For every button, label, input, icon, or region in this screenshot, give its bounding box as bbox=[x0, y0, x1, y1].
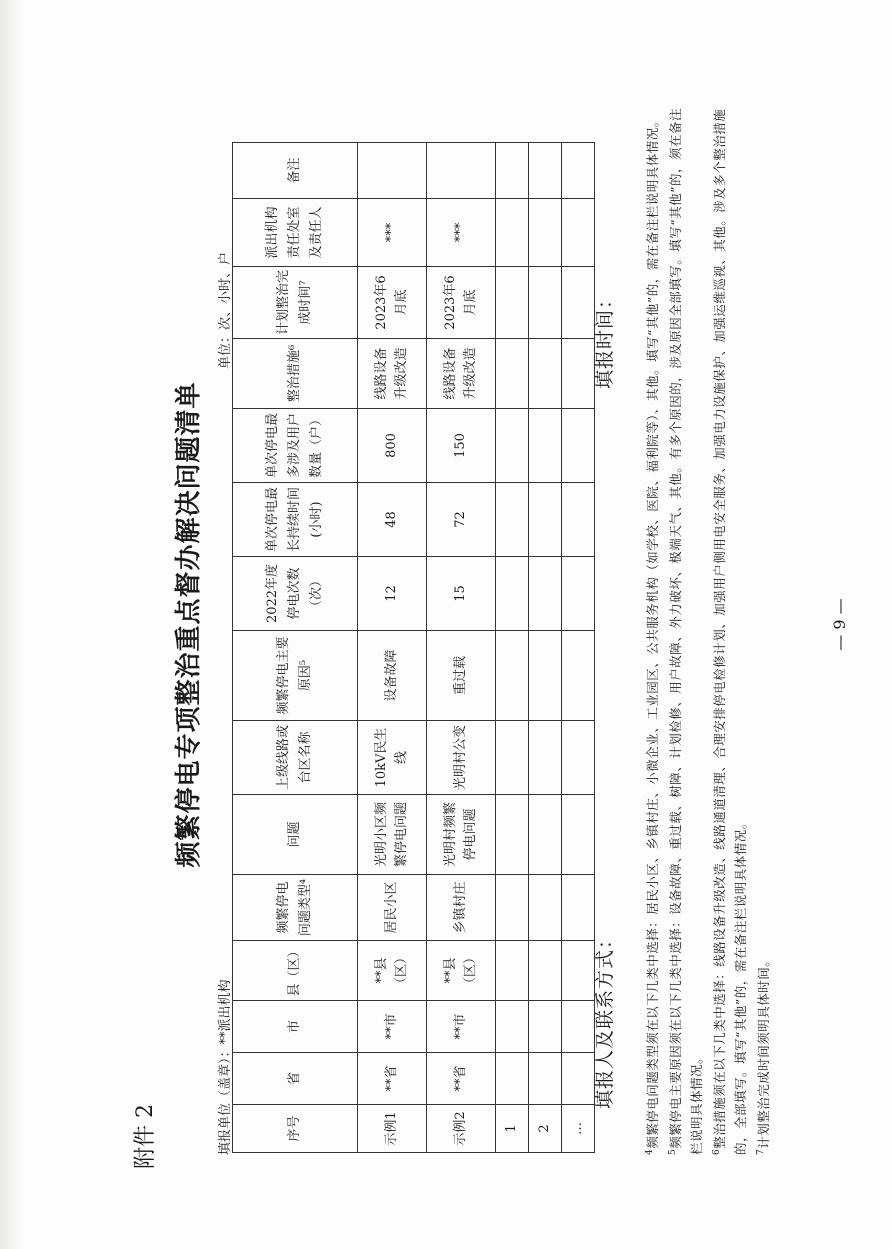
table-cell: *** bbox=[358, 199, 427, 267]
table-cell bbox=[496, 941, 529, 1001]
table-cell bbox=[496, 721, 529, 795]
table-cell bbox=[496, 1053, 529, 1105]
table-cell bbox=[529, 1053, 562, 1105]
table-cell: 15 bbox=[427, 557, 496, 631]
table-cell: 72 bbox=[427, 483, 496, 557]
table-cell: **市 bbox=[358, 1001, 427, 1053]
footnote-number: 7 bbox=[756, 1148, 767, 1155]
page-number: — 9 — bbox=[830, 598, 849, 651]
footnote-text: 整治措施须在以下几类中选择：线路设备升级改造、线路通道清理、合理安排停电检修计划、加强用户侧用电安全服务、加强电力设施保护、加强运维巡视、其他。涉及多个整治措施的，全部填写。填写“其他”的，需在备注栏说明具体情况。 bbox=[712, 108, 749, 1155]
footnote-number: 5 bbox=[668, 1148, 679, 1155]
reporting-unit-label: 填报单位（盖章）：**派出机构 bbox=[218, 979, 233, 1155]
table-cell: **省 bbox=[427, 1053, 496, 1105]
table-cell bbox=[496, 631, 529, 721]
table-cell bbox=[562, 721, 595, 795]
column-header: 2022年度停电次数（次） bbox=[233, 557, 358, 631]
column-header: 计划整治完成时间⁷ bbox=[233, 267, 358, 339]
table-cell bbox=[562, 199, 595, 267]
table-cell bbox=[496, 339, 529, 409]
column-header: 频繁停电主要原因⁵ bbox=[233, 631, 358, 721]
table-cell bbox=[496, 143, 529, 199]
table-cell bbox=[358, 143, 427, 199]
table-cell: 光明村频繁停电问题 bbox=[427, 795, 496, 875]
column-header: 备注 bbox=[233, 143, 358, 199]
table-cell: 800 bbox=[358, 409, 427, 483]
column-header: 省 bbox=[233, 1053, 358, 1105]
table-header-row bbox=[233, 143, 358, 1153]
table-cell: 2 bbox=[529, 1105, 562, 1153]
table-cell: 2023年6月底 bbox=[358, 267, 427, 339]
table-cell: 1 bbox=[496, 1105, 529, 1153]
table-cell bbox=[529, 267, 562, 339]
table-cell: 线路设备升级改造 bbox=[358, 339, 427, 409]
table-cell bbox=[529, 199, 562, 267]
column-header: 单次停电最多涉及用户数量（户） bbox=[233, 409, 358, 483]
column-header: 上级线路或台区名称 bbox=[233, 721, 358, 795]
table-cell bbox=[496, 409, 529, 483]
table-cell: 48 bbox=[358, 483, 427, 557]
table-cell bbox=[496, 875, 529, 941]
attachment-label: 附件 2 bbox=[133, 1104, 158, 1169]
table-cell bbox=[496, 795, 529, 875]
table-cell bbox=[427, 143, 496, 199]
table-cell: 2023年6月底 bbox=[427, 267, 496, 339]
reporter-contact-label: 填报人及联系方式： bbox=[594, 928, 616, 1109]
table-cell bbox=[529, 409, 562, 483]
column-header: 整治措施⁶ bbox=[233, 339, 358, 409]
footnotes bbox=[640, 95, 775, 1155]
table-row bbox=[358, 143, 427, 1153]
table-cell bbox=[529, 631, 562, 721]
table-cell bbox=[562, 143, 595, 199]
footnote-text: 频繁停电问题类型须在以下几类中选择：居民小区、乡镇村庄、小微企业、工业园区、公共服务机构（如学校、医院、福利院等）、其他。填写“其他”的，需在备注栏说明具体情况。 bbox=[645, 114, 661, 1149]
table-cell: 光明小区频繁停电问题 bbox=[358, 795, 427, 875]
table-cell bbox=[496, 557, 529, 631]
footnote bbox=[663, 95, 707, 1155]
table-cell: 12 bbox=[358, 557, 427, 631]
table-cell bbox=[529, 721, 562, 795]
table-cell bbox=[562, 409, 595, 483]
table-cell bbox=[496, 483, 529, 557]
table-cell: 示例1 bbox=[358, 1105, 427, 1153]
footnote-number: 4 bbox=[645, 1148, 655, 1155]
column-header: 市 bbox=[233, 1001, 358, 1053]
footnote-text: 计划整治完成时间须明具体时间。 bbox=[756, 953, 772, 1149]
footnote bbox=[751, 95, 774, 1155]
issue-list-table bbox=[232, 142, 595, 1153]
table-cell: 乡镇村庄 bbox=[427, 875, 496, 941]
table-cell bbox=[496, 199, 529, 267]
table-cell bbox=[529, 483, 562, 557]
column-header: 单次停电最长持续时间(小时) bbox=[233, 483, 358, 557]
column-header: 派出机构责任处室及责任人 bbox=[233, 199, 358, 267]
column-header: 县（区） bbox=[233, 941, 358, 1001]
table-cell bbox=[529, 143, 562, 199]
table-cell bbox=[529, 1001, 562, 1053]
table-cell: 光明村公变 bbox=[427, 721, 496, 795]
table-cell bbox=[562, 483, 595, 557]
report-time-label: 填报时间： bbox=[594, 288, 616, 389]
table-cell bbox=[562, 631, 595, 721]
table-cell bbox=[529, 795, 562, 875]
table-cell: … bbox=[562, 1105, 595, 1153]
table-cell bbox=[529, 875, 562, 941]
table-cell bbox=[529, 557, 562, 631]
table-cell bbox=[562, 795, 595, 875]
table-cell: 示例2 bbox=[427, 1105, 496, 1153]
table-row bbox=[427, 143, 496, 1153]
table-cell: 10kV民生线 bbox=[358, 721, 427, 795]
table-cell: **县（区） bbox=[358, 941, 427, 1001]
table-cell: 150 bbox=[427, 409, 496, 483]
table-cell: 线路设备升级改造 bbox=[427, 339, 496, 409]
table-cell bbox=[529, 941, 562, 1001]
measurement-unit-label: 单位：次、小时、户 bbox=[218, 251, 233, 369]
table-cell bbox=[496, 267, 529, 339]
table-cell bbox=[562, 557, 595, 631]
table-row bbox=[529, 143, 562, 1153]
table-cell: **市 bbox=[427, 1001, 496, 1053]
table-cell bbox=[496, 1001, 529, 1053]
footnote bbox=[707, 95, 751, 1155]
table-cell: 重过载 bbox=[427, 631, 496, 721]
footnote-text: 频繁停电主要原因须在以下几类中选择：设备故障、重过载、树障、计划检修、用户故障、外力破坏、极端天气、其他。有多个原因的，涉及原因全部填写。填写“其他”的，须在备注栏说明具体情况。 bbox=[668, 107, 705, 1155]
table-row bbox=[496, 143, 529, 1153]
document-title: 频繁停电专项整治重点督办解决问题清单 bbox=[174, 381, 204, 868]
column-header: 频繁停电问题类型⁴ bbox=[233, 875, 358, 941]
table-cell: **省 bbox=[358, 1053, 427, 1105]
table-cell: 居民小区 bbox=[358, 875, 427, 941]
table-cell bbox=[529, 339, 562, 409]
table-cell: 设备故障 bbox=[358, 631, 427, 721]
footnote bbox=[640, 95, 663, 1155]
column-header: 问题 bbox=[233, 795, 358, 875]
column-header: 序号 bbox=[233, 1105, 358, 1153]
table-cell: *** bbox=[427, 199, 496, 267]
table-cell: **县（区） bbox=[427, 941, 496, 1001]
footnote-number: 6 bbox=[712, 1148, 723, 1155]
